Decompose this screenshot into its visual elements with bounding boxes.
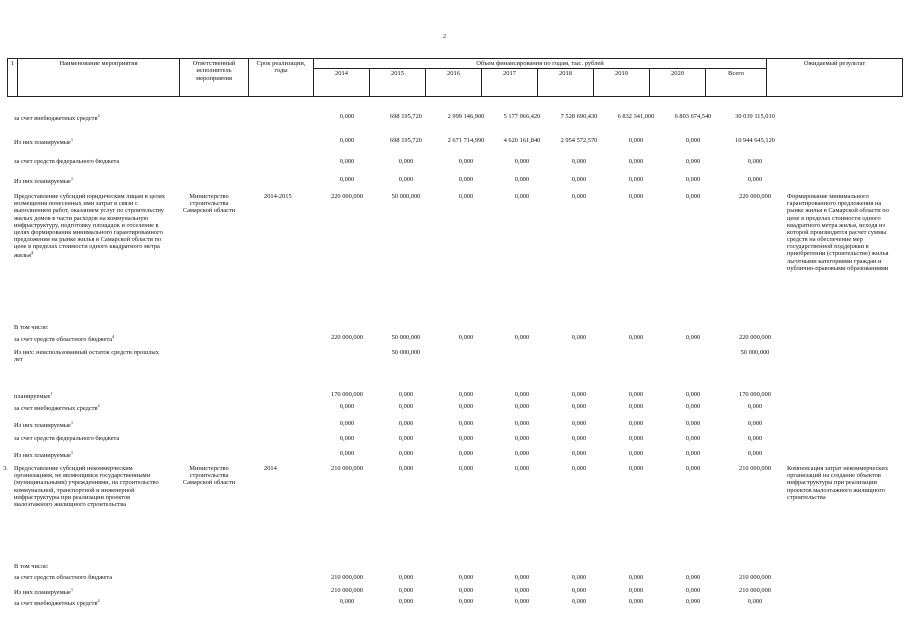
value-cell: 0,000	[398, 176, 414, 183]
row-label: Предоставление субсидий юридическим лицам в целях возмещения понесенных ими затрат в связи с выполнением работ, оказанием услуг по строительству жилых домов в части расходов на коммунальную инфраструктуру, подготовку площадок и отселение в целях формирования минимального гарантированного предложения на рынке жилья в Самарской области по цене в пределах стоимости одного квадратного метра жилья$^4$	[14, 193, 165, 260]
value-cell: 0,000	[628, 465, 644, 472]
footnote-mark: 4	[112, 334, 115, 339]
value-cell: 0,000	[514, 435, 530, 442]
value-cell: 0,000	[628, 158, 644, 165]
row-label: планируемые$^1$	[14, 391, 53, 401]
value-cell: 170 000,000	[739, 391, 771, 398]
footnote-mark: 1	[50, 391, 53, 396]
header-year: 2015	[370, 69, 426, 97]
value-cell: 220 000,000	[331, 193, 363, 200]
footnote-mark: 1	[70, 450, 74, 455]
value-cell: 4 620 161,840	[503, 137, 541, 144]
value-cell: 0,000	[628, 435, 644, 442]
value-cell: 50 000,000	[391, 193, 421, 200]
value-cell: 0,000	[339, 176, 355, 183]
header-row-number: 1	[8, 59, 18, 97]
value-cell: 6 803 674,540	[674, 113, 712, 120]
header-name: Наименование мероприятия	[18, 59, 180, 97]
footnote-mark: 1	[70, 420, 74, 425]
value-cell: 0,000	[685, 587, 701, 594]
value-cell: 2 954 572,570	[560, 137, 598, 144]
row-label: за счет средств федерального бюджета	[14, 158, 120, 165]
value-cell: 0,000	[571, 450, 587, 457]
value-cell: 0,000	[747, 420, 763, 427]
value-cell: 0,000	[571, 465, 587, 472]
value-cell: 0,000	[685, 158, 701, 165]
value-cell: 0,000	[514, 176, 530, 183]
value-cell: 210 000,000	[331, 574, 363, 581]
row-label: за счет внебюджетных средств$^2$	[14, 598, 100, 608]
value-cell: 0,000	[398, 391, 414, 398]
value-cell: 50 000,000	[391, 349, 421, 356]
row-responsible: Министерство строительства Самарской области	[182, 193, 236, 215]
footnote-mark: 4	[30, 250, 34, 256]
value-cell: 0,000	[571, 334, 587, 341]
value-cell: 0,000	[685, 435, 701, 442]
value-cell: 0,000	[458, 420, 474, 427]
footnote-mark: 1	[70, 137, 74, 142]
value-cell: 0,000	[685, 450, 701, 457]
value-cell: 0,000	[398, 403, 414, 410]
value-cell: 0,000	[628, 176, 644, 183]
value-cell: 220 000,000	[331, 334, 363, 341]
row-label: за счет средств областного бюджета$^4$	[14, 334, 115, 344]
value-cell: 0,000	[339, 598, 355, 605]
value-cell: 0,000	[685, 176, 701, 183]
value-cell: 0,000	[514, 598, 530, 605]
value-cell: 0,000	[685, 137, 701, 144]
value-cell: 0,000	[514, 465, 530, 472]
header-year: 2020	[650, 69, 706, 97]
header-period: Срок реализации, годы	[249, 59, 314, 97]
value-cell: 0,000	[628, 403, 644, 410]
value-cell: 0,000	[685, 420, 701, 427]
value-cell: 0,000	[685, 391, 701, 398]
value-cell: 698 195,720	[390, 113, 422, 120]
value-cell: 0,000	[514, 334, 530, 341]
value-cell: 0,000	[458, 193, 474, 200]
value-cell: 0,000	[458, 391, 474, 398]
value-cell: 0,000	[398, 435, 414, 442]
value-cell: 0,000	[514, 158, 530, 165]
value-cell: 0,000	[514, 391, 530, 398]
header-year: 2018	[538, 69, 594, 97]
value-cell: 0,000	[685, 574, 701, 581]
value-cell: 0,000	[747, 176, 763, 183]
header-financing: Объем финансирования по годам, тыс. рублей	[314, 59, 767, 69]
value-cell: 0,000	[628, 334, 644, 341]
value-cell: 0,000	[514, 193, 530, 200]
value-cell: 0,000	[628, 450, 644, 457]
value-cell: 0,000	[458, 587, 474, 594]
row-label: за счет внебюджетных средств$^2$	[14, 113, 100, 123]
value-cell: 0,000	[571, 176, 587, 183]
value-cell: 0,000	[747, 403, 763, 410]
value-cell: 0,000	[571, 391, 587, 398]
value-cell: 170 000,000	[331, 391, 363, 398]
row-label: Из них планируемые$^1$	[14, 176, 74, 186]
value-cell: 0,000	[628, 587, 644, 594]
row-number: 3.	[3, 465, 8, 472]
value-cell: 0,000	[458, 403, 474, 410]
row-period: 2014	[264, 465, 277, 472]
value-cell: 0,000	[571, 193, 587, 200]
value-cell: 0,000	[514, 587, 530, 594]
value-cell: 0,000	[571, 435, 587, 442]
value-cell: 0,000	[628, 420, 644, 427]
value-cell: 0,000	[339, 158, 355, 165]
footnote-mark: 2	[97, 113, 100, 118]
header-total: Всего	[706, 69, 767, 97]
value-cell: 2 671 714,990	[447, 137, 485, 144]
row-label: Из них планируемые$^1$	[14, 420, 74, 430]
row-label: В том числе:	[14, 563, 49, 570]
value-cell: 220 000,000	[739, 334, 771, 341]
value-cell: 50 000,000	[740, 349, 770, 356]
value-cell: 0,000	[685, 193, 701, 200]
header-year: 2017	[482, 69, 538, 97]
footnote-mark: 2	[97, 598, 100, 603]
value-cell: 210 000,000	[739, 574, 771, 581]
header-responsible: Ответственный исполнитель мероприятия	[180, 59, 249, 97]
value-cell: 7 528 690,430	[560, 113, 598, 120]
row-result: Формирование минимального гарантированного предложения на рынке жилья в Самарской области по цене в пределах стоимости одного квадратного метра жилья, исходя из которой производится расчет суммы средств на обеспечение мер государственной поддержки в приобретении (строительстве) жилья льготными категориями граждан и публично-правовыми образованиями	[787, 193, 889, 272]
row-period: 2014-2015	[264, 193, 292, 200]
row-label: Из них планируемые$^1$	[14, 587, 74, 597]
value-cell: 0,000	[747, 450, 763, 457]
page-number: 2	[443, 34, 446, 40]
value-cell: 0,000	[398, 598, 414, 605]
value-cell: 2 999 146,900	[447, 113, 485, 120]
value-cell: 0,000	[339, 137, 355, 144]
header-result: Ожидаемый результат	[767, 59, 903, 97]
table-header	[7, 58, 903, 97]
value-cell: 0,000	[458, 450, 474, 457]
row-label: за счет средств областного бюджета	[14, 574, 113, 581]
value-cell: 0,000	[398, 158, 414, 165]
header-year: 2019	[594, 69, 650, 97]
value-cell: 220 000,000	[739, 193, 771, 200]
value-cell: 0,000	[571, 158, 587, 165]
value-cell: 0,000	[747, 158, 763, 165]
value-cell: 0,000	[514, 403, 530, 410]
value-cell: 0,000	[458, 435, 474, 442]
value-cell: 0,000	[571, 587, 587, 594]
value-cell: 698 195,720	[390, 137, 422, 144]
value-cell: 0,000	[571, 598, 587, 605]
value-cell: 0,000	[514, 450, 530, 457]
value-cell: 0,000	[628, 598, 644, 605]
value-cell: 0,000	[571, 574, 587, 581]
value-cell: 0,000	[747, 598, 763, 605]
value-cell: 0,000	[339, 420, 355, 427]
footnote-mark: 2	[97, 403, 100, 408]
value-cell: 0,000	[458, 465, 474, 472]
value-cell: 0,000	[339, 435, 355, 442]
value-cell: 210 000,000	[331, 587, 363, 594]
value-cell: 0,000	[685, 334, 701, 341]
value-cell: 0,000	[339, 113, 355, 120]
value-cell: 0,000	[685, 465, 701, 472]
value-cell: 5 177 066,420	[503, 113, 541, 120]
row-label: Из них планируемые$^1$	[14, 450, 74, 460]
value-cell: 0,000	[458, 598, 474, 605]
value-cell: 210 000,000	[739, 465, 771, 472]
value-cell: 0,000	[398, 574, 414, 581]
value-cell: 50 000,000	[391, 334, 421, 341]
value-cell: 0,000	[514, 420, 530, 427]
value-cell: 6 832 341,000	[617, 113, 655, 120]
footnote-mark: 1	[70, 587, 74, 592]
value-cell: 0,000	[398, 465, 414, 472]
value-cell: 0,000	[628, 391, 644, 398]
value-cell: 10 944 645,120	[735, 137, 775, 144]
row-result: Компенсация затрат некоммерческих организаций на создание объектов инфраструктуры при реализации проектов малоэтажного жилищного строительства	[787, 465, 889, 501]
value-cell: 0,000	[747, 435, 763, 442]
value-cell: 0,000	[458, 158, 474, 165]
value-cell: 0,000	[628, 193, 644, 200]
value-cell: 0,000	[628, 137, 644, 144]
value-cell: 0,000	[398, 587, 414, 594]
value-cell: 0,000	[339, 450, 355, 457]
row-label: Из них: неиспользованный остаток средств прошлых лет	[14, 349, 159, 364]
value-cell: 0,000	[571, 403, 587, 410]
row-label: Из них планируемые$^1$	[14, 137, 74, 147]
row-label: за счет внебюджетных средств$^2$	[14, 403, 100, 413]
row-label: за счет средств федерального бюджета	[14, 435, 120, 442]
value-cell: 0,000	[458, 334, 474, 341]
value-cell: 0,000	[398, 420, 414, 427]
row-responsible: Министерство строительства Самарской области	[182, 465, 236, 487]
value-cell: 210 000,000	[739, 587, 771, 594]
value-cell: 0,000	[514, 574, 530, 581]
value-cell: 0,000	[398, 450, 414, 457]
value-cell: 0,000	[628, 574, 644, 581]
row-label: Предоставление субсидий некоммерческим организациям, не являющимся государственными (муниципальными) учреждениями, на строительство коммунальной, транспортной и инженерной инфраструктуры при реализации проектов малоэтажного жилищного строительства	[14, 465, 159, 508]
value-cell: 0,000	[685, 403, 701, 410]
value-cell: 0,000	[339, 403, 355, 410]
value-cell: 0,000	[571, 420, 587, 427]
header-year: 2014	[314, 69, 370, 97]
footnote-mark: 1	[70, 176, 74, 181]
value-cell: 0,000	[458, 176, 474, 183]
value-cell: 0,000	[685, 598, 701, 605]
value-cell: 30 039 115,010	[735, 113, 775, 120]
header-year: 2016	[426, 69, 482, 97]
value-cell: 0,000	[458, 574, 474, 581]
row-label: В том числе:	[14, 324, 49, 331]
value-cell: 210 000,000	[331, 465, 363, 472]
